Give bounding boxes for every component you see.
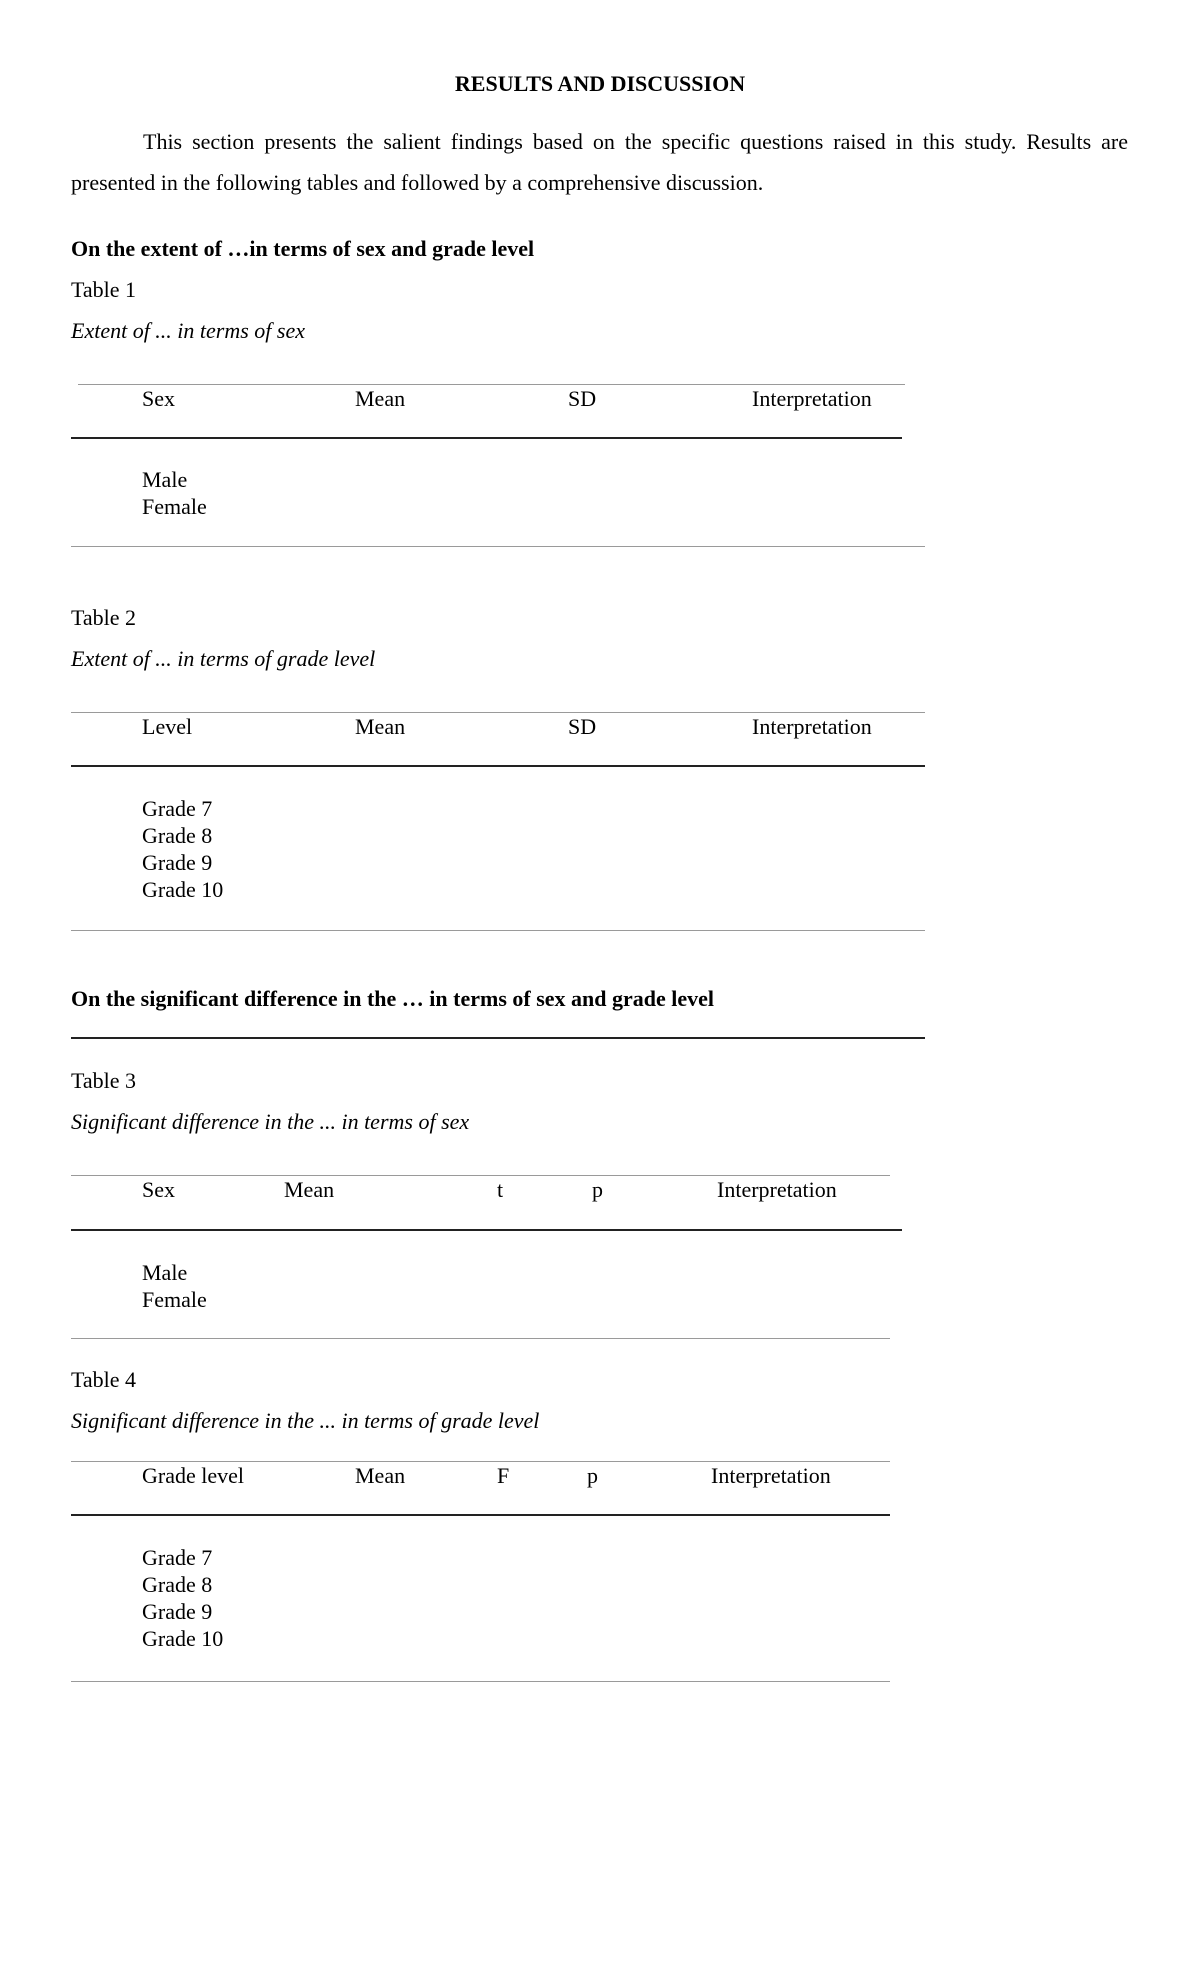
- table1-header-rule: [71, 437, 902, 439]
- table3-row-female: Female: [142, 1287, 207, 1312]
- table3-top-rule: [71, 1175, 890, 1176]
- table2-row-grade-10: Grade 10: [142, 877, 224, 902]
- table3-label: Table 3: [71, 1068, 137, 1093]
- table4-header-grade-level: Grade level: [142, 1463, 244, 1488]
- table4-row-grade-8: Grade 8: [142, 1572, 213, 1597]
- table1-top-rule: [78, 384, 905, 385]
- table4-header-p: p: [587, 1463, 598, 1488]
- table1-row-female: Female: [142, 494, 207, 519]
- table3-header-p: p: [592, 1177, 603, 1202]
- table2-header-interpretation: Interpretation: [752, 714, 872, 739]
- table2-row-grade-7: Grade 7: [142, 796, 213, 821]
- section-divider: [71, 1037, 925, 1039]
- table2-label: Table 2: [71, 605, 137, 630]
- table4-top-rule: [71, 1461, 890, 1462]
- table4-row-grade-7: Grade 7: [142, 1545, 213, 1570]
- table4-header-mean: Mean: [355, 1463, 406, 1488]
- table3-header-rule: [71, 1229, 902, 1231]
- table2-header-mean: Mean: [355, 714, 406, 739]
- table3-header-interpretation: Interpretation: [717, 1177, 837, 1202]
- table2-row-grade-9: Grade 9: [142, 850, 213, 875]
- table2-caption: Extent of ... in terms of grade level: [71, 646, 376, 671]
- section-heading-difference: On the significant difference in the … in terms of sex and grade level: [71, 986, 715, 1011]
- table4-header-interpretation: Interpretation: [711, 1463, 831, 1488]
- table4-caption: Significant difference in the ... in terms of grade level: [71, 1408, 540, 1433]
- table3-header-t: t: [497, 1177, 504, 1202]
- table1-header-sex: Sex: [142, 386, 175, 411]
- table4-row-grade-9: Grade 9: [142, 1599, 213, 1624]
- table1-header-mean: Mean: [355, 386, 406, 411]
- table1-header-interpretation: Interpretation: [752, 386, 872, 411]
- table4-header-f: F: [497, 1463, 510, 1488]
- table2-top-rule: [71, 712, 925, 713]
- table3-bottom-rule: [71, 1338, 890, 1339]
- table3-caption: Significant difference in the ... in terms of sex: [71, 1109, 470, 1134]
- table4-label: Table 4: [71, 1367, 137, 1392]
- table4-row-grade-10: Grade 10: [142, 1626, 224, 1651]
- table1-header-sd: SD: [568, 386, 597, 411]
- table1-label: Table 1: [71, 277, 137, 302]
- table1-row-male: Male: [142, 467, 188, 492]
- table2-row-grade-8: Grade 8: [142, 823, 213, 848]
- intro-paragraph: This section presents the salient findings based on the specific questions raised in this study. Results are presented in the following tables and followed by a comprehensive discussion.: [71, 129, 1128, 195]
- table2-header-rule: [71, 765, 925, 767]
- table1-bottom-rule: [71, 546, 925, 547]
- table3-header-sex: Sex: [142, 1177, 175, 1202]
- table2-bottom-rule: [71, 930, 925, 931]
- table4-bottom-rule: [71, 1681, 890, 1682]
- table3-header-mean: Mean: [284, 1177, 335, 1202]
- section-heading-extent: On the extent of …in terms of sex and grade level: [71, 236, 535, 261]
- table2-header-level: Level: [142, 714, 193, 739]
- table2-header-sd: SD: [568, 714, 597, 739]
- table3-row-male: Male: [142, 1260, 188, 1285]
- table1-caption: Extent of ... in terms of sex: [71, 318, 306, 343]
- table4-header-rule: [71, 1514, 890, 1516]
- page-title: RESULTS AND DISCUSSION: [454, 71, 746, 96]
